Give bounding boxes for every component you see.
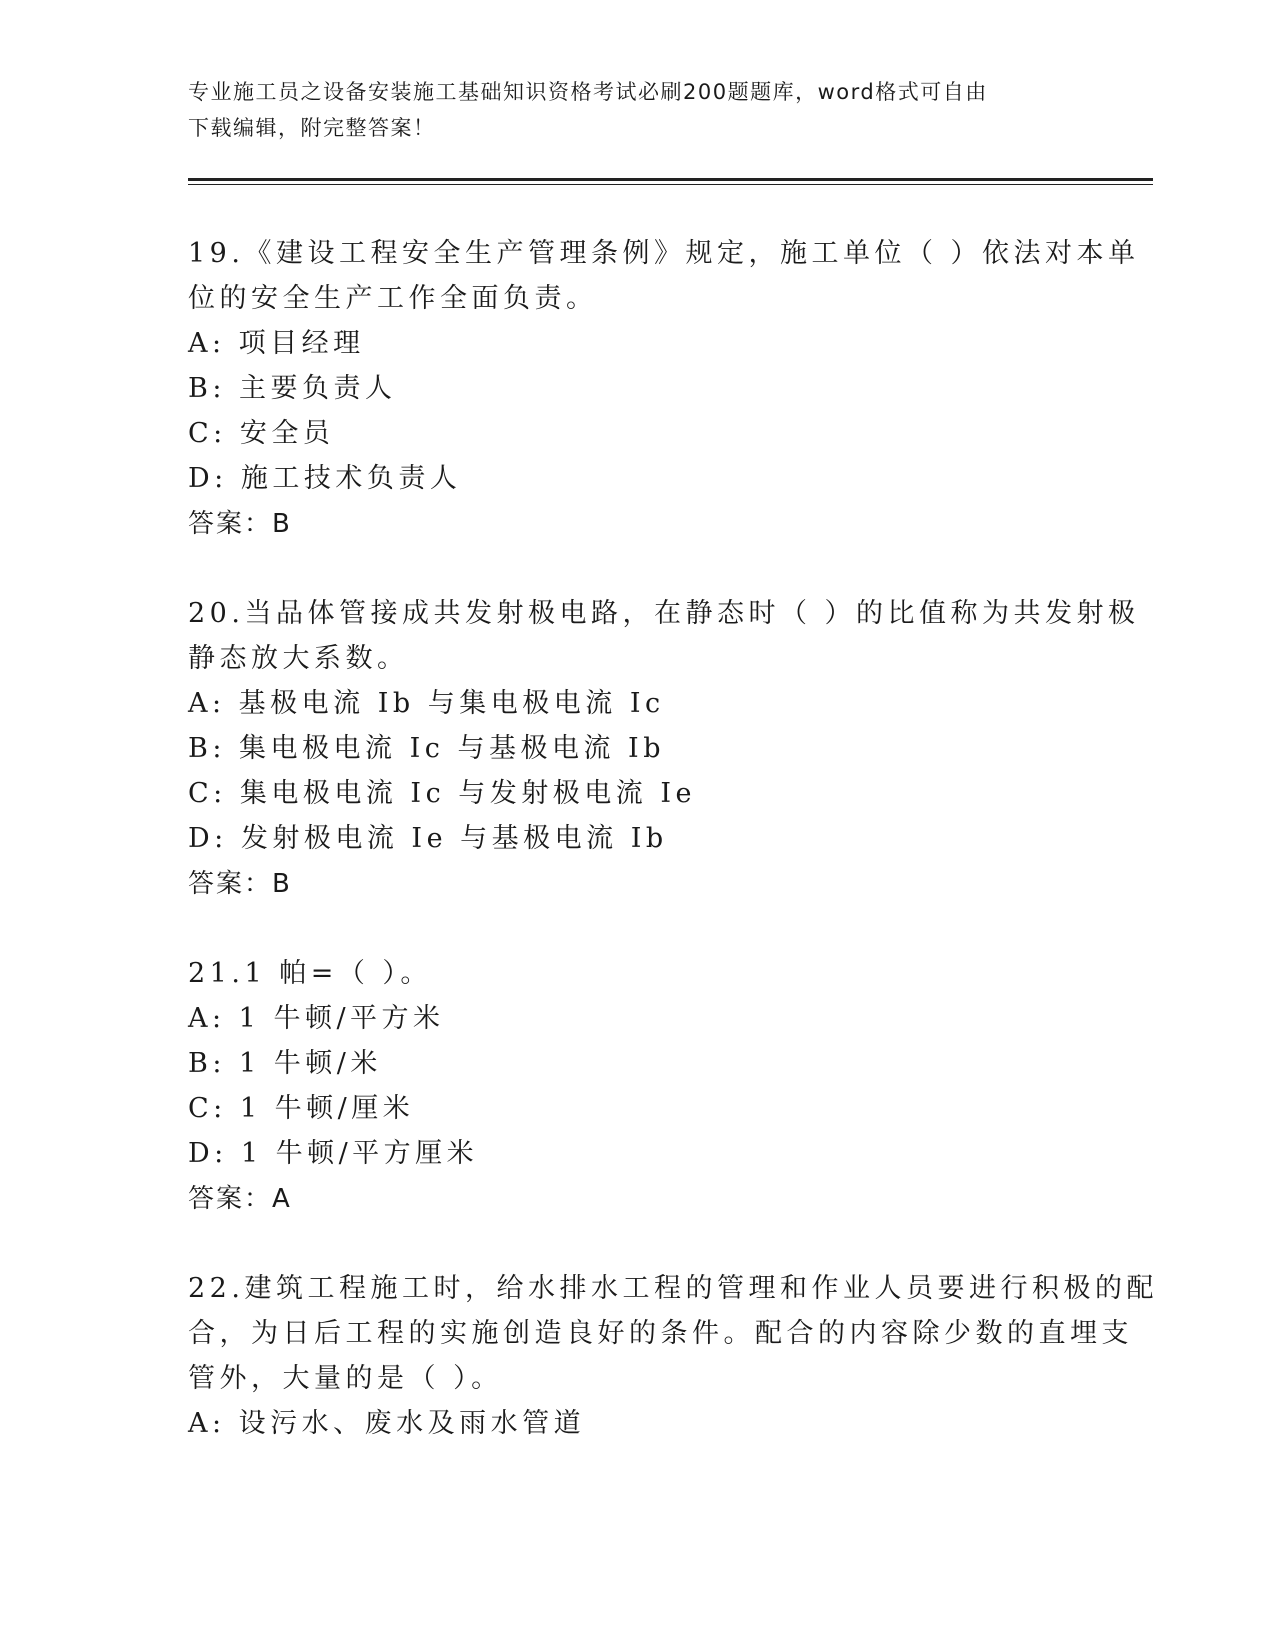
document-header xyxy=(188,74,1088,146)
question-20-option-c: C: 集电极电流 Ic 与发射极电流 Ie xyxy=(188,778,697,809)
header-line-1: 专业施工员之设备安装施工基础知识资格考试必刷200题题库，word格式可自由 xyxy=(188,80,988,104)
question-20-option-b: B: 集电极电流 Ic 与基极电流 Ib xyxy=(188,733,666,764)
question-20-answer: 答案：B xyxy=(188,869,292,899)
header-line-2: 下载编辑，附完整答案！ xyxy=(188,116,436,140)
question-21-option-c: C: 1 牛顿/厘米 xyxy=(188,1093,415,1124)
question-19-text-line-1: 19.《建设工程安全生产管理条例》规定，施工单位（ ）依法对本单 xyxy=(188,238,1140,269)
header-divider-thick xyxy=(188,178,1153,181)
question-19-option-d: D: 施工技术负责人 xyxy=(188,463,462,494)
question-19-option-b: B: 主要负责人 xyxy=(188,373,397,404)
header-divider-thin xyxy=(188,184,1153,185)
question-20-text-line-1: 20.当品体管接成共发射极电路，在静态时（ ）的比值称为共发射极 xyxy=(188,598,1140,629)
question-20-text-line-2: 静态放大系数。 xyxy=(188,643,409,674)
question-21-answer: 答案：A xyxy=(188,1184,292,1214)
question-21-option-b: B: 1 牛顿/米 xyxy=(188,1048,382,1079)
question-19-option-c: C: 安全员 xyxy=(188,418,335,449)
question-19-text-line-2: 位的安全生产工作全面负责。 xyxy=(188,283,598,314)
question-21-option-a: A: 1 牛顿/平方米 xyxy=(188,1003,445,1034)
question-22-option-a: A: 设污水、废水及雨水管道 xyxy=(188,1408,586,1439)
question-19-option-a: A: 项目经理 xyxy=(188,328,365,359)
question-20-option-d: D: 发射极电流 Ie 与基极电流 Ib xyxy=(188,823,668,854)
question-22-text-line-1: 22.建筑工程施工时，给水排水工程的管理和作业人员要进行积极的配 xyxy=(188,1273,1158,1304)
question-21-option-d: D: 1 牛顿/平方厘米 xyxy=(188,1138,479,1169)
question-21-text-line-1: 21.1 帕=（ ）。 xyxy=(188,958,432,989)
question-20-option-a: A: 基极电流 Ib 与集电极电流 Ic xyxy=(188,688,665,719)
question-22-text-line-3: 管外，大量的是（ ）。 xyxy=(188,1363,503,1394)
question-22-text-line-2: 合，为日后工程的实施创造良好的条件。配合的内容除少数的直埋支 xyxy=(188,1318,1133,1349)
question-19-answer: 答案：B xyxy=(188,509,292,539)
